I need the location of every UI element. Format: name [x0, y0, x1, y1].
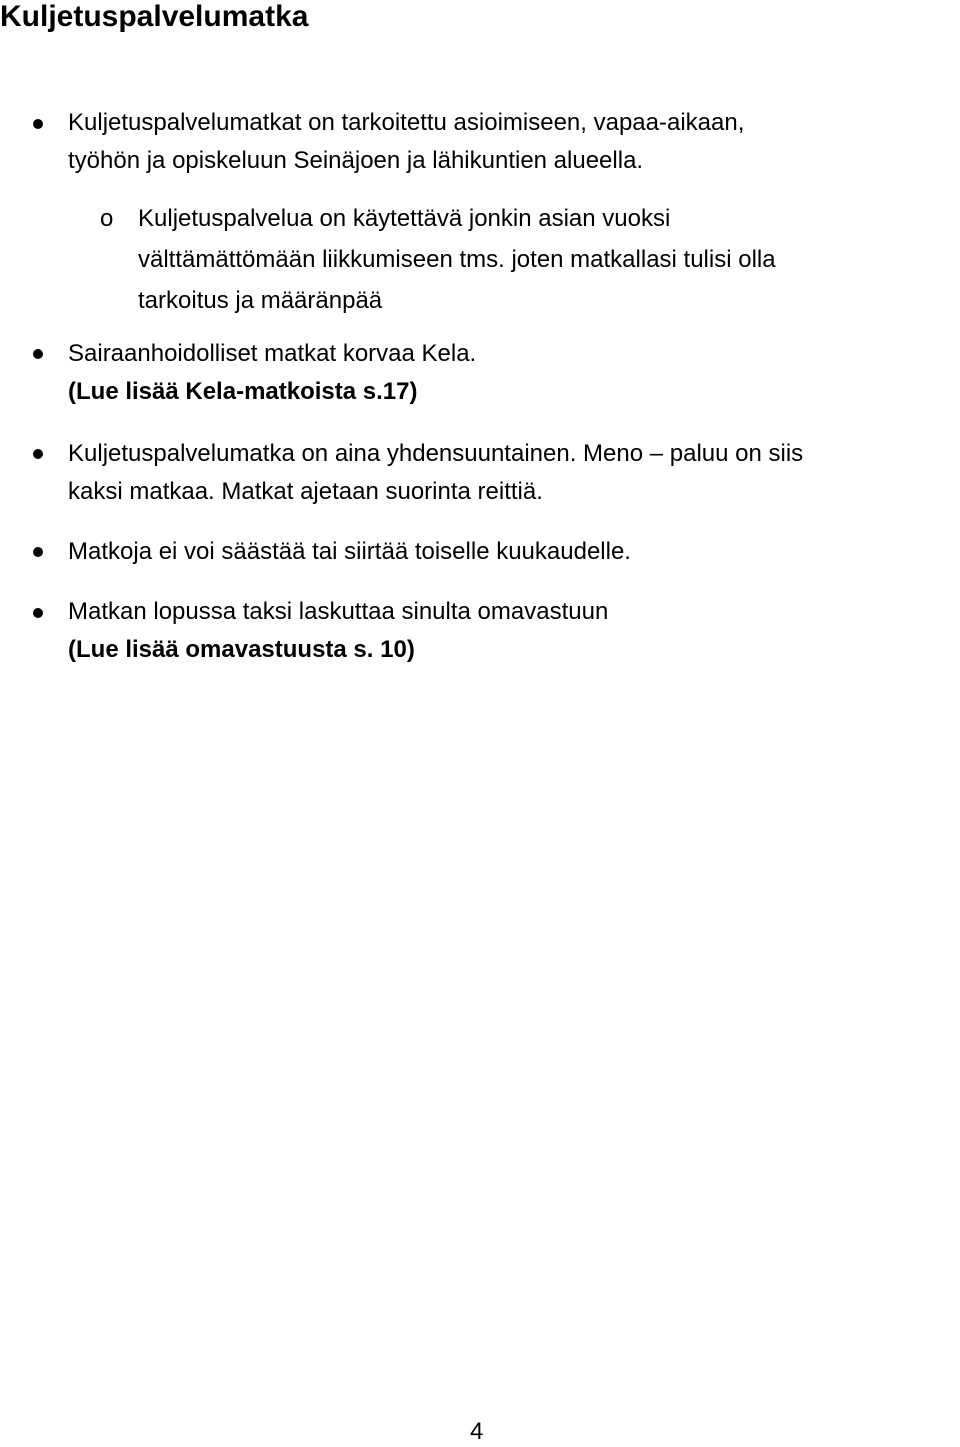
bullet-icon	[33, 449, 43, 459]
sub-list-item	[138, 198, 958, 321]
bullet-icon	[33, 349, 43, 359]
circle-bullet-icon: o	[100, 205, 114, 232]
bullet-icon	[33, 119, 43, 129]
list-item-line: Kuljetuspalvelumatka on aina yhdensuuntainen. Meno – paluu on siis	[68, 440, 804, 467]
list-item-line: Sairaanhoidolliset matkat korvaa Kela.	[68, 340, 477, 367]
page-number: 4	[470, 1418, 484, 1445]
page-title: Kuljetuspalvelumatka	[0, 0, 309, 33]
list-item	[68, 104, 960, 180]
list-item-line: kaksi matkaa. Matkat ajetaan suorinta reittiä.	[68, 478, 543, 505]
list-item-line: Matkoja ei voi säästää tai siirtää toiselle kuukaudelle.	[68, 538, 631, 565]
sub-list-item-line: Kuljetuspalvelua on käytettävä jonkin asian vuoksi	[138, 205, 671, 232]
omavastuu-reference: (Lue lisää omavastuusta s. 10)	[68, 636, 415, 663]
list-item	[68, 335, 960, 411]
sub-list-item-line: välttämättömään liikkumiseen tms. joten matkallasi tulisi olla	[138, 246, 776, 273]
list-item	[68, 435, 960, 511]
kela-reference: (Lue lisää Kela-matkoista s.17)	[68, 378, 418, 405]
list-item	[68, 533, 960, 571]
bullet-icon	[33, 608, 43, 618]
list-item-line: työhön ja opiskeluun Seinäjoen ja lähikuntien alueella.	[68, 147, 644, 174]
list-item-line: Kuljetuspalvelumatkat on tarkoitettu asioimiseen, vapaa-aikaan,	[68, 109, 745, 136]
list-item	[68, 593, 960, 669]
list-item-line: Matkan lopussa taksi laskuttaa sinulta omavastuun	[68, 598, 609, 625]
bullet-icon	[33, 547, 43, 557]
sub-list-item-line: tarkoitus ja määränpää	[138, 287, 383, 314]
